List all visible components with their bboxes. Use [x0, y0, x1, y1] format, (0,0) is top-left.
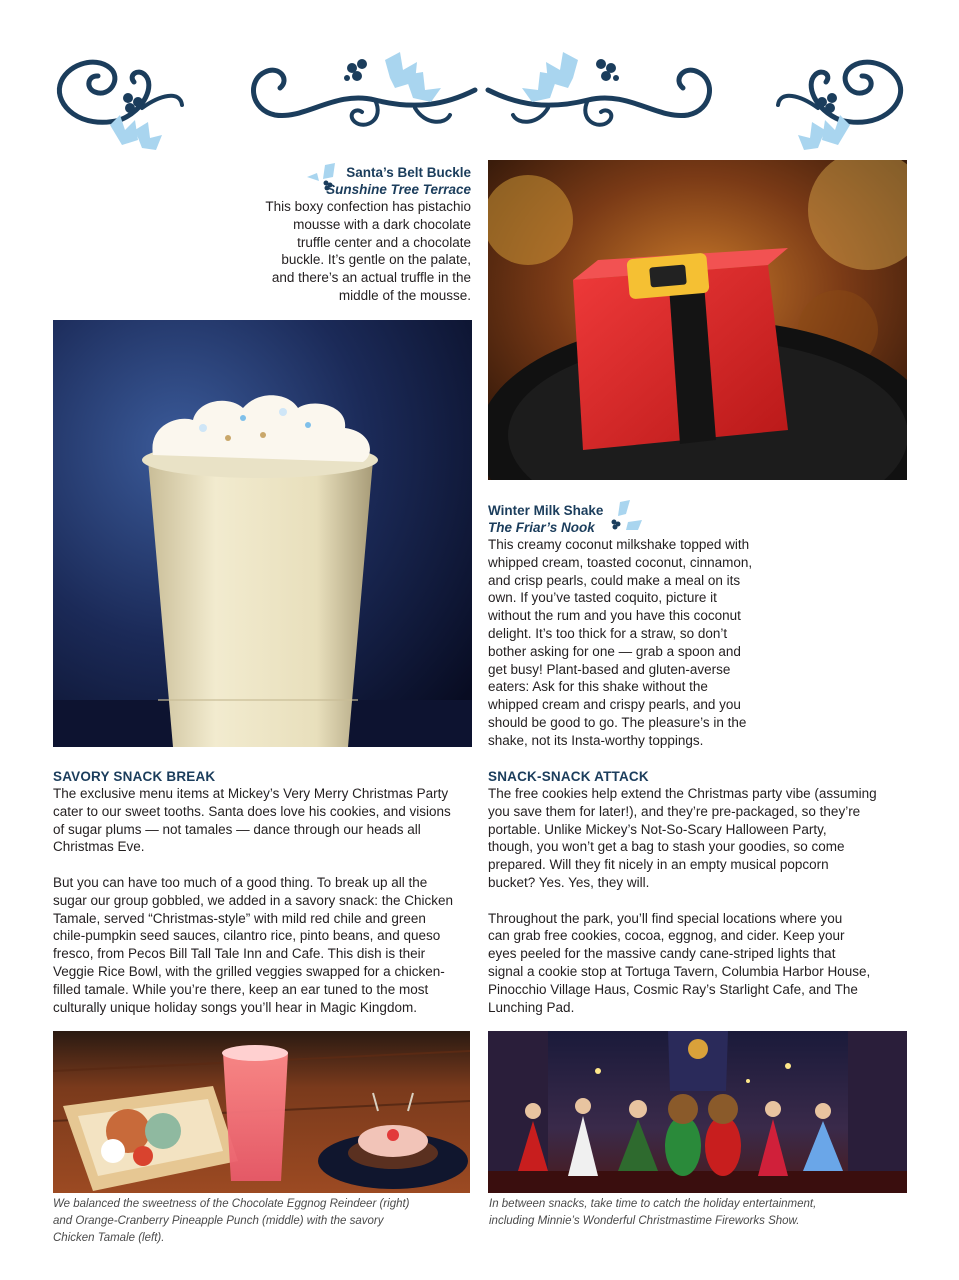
milk-shake-title: Winter Milk Shake [488, 503, 604, 518]
belt-buckle-venue: Sunshine Tree Terrace [326, 182, 471, 197]
left-photo-caption: We balanced the sweetness of the Chocolate Eggnog Reindeer (right) and Orange-Cranberry Pineapple Punch (middle) with the savory Chicken Tamale (left). [53, 1198, 410, 1244]
belt-buckle-block [236, 164, 471, 305]
savory-snack-section [53, 768, 483, 1016]
holly-swirl-center-left-icon [245, 50, 480, 140]
holiday-stage-show-photo [488, 1031, 907, 1193]
belt-buckle-description: This boxy confection has pistachio mousse with a dark chocolate truffle center and a chocolate buckle. It’s gentle on the palate, and there’s an actual truffle in the middle of the mousse. [265, 199, 471, 303]
savory-heading: SAVORY SNACK BREAK [53, 769, 216, 784]
snack-attack-section [488, 768, 918, 1016]
savory-paragraph-2: But you can have too much of a good thing. To break up all the sugar our group gobbled, we added in a savory snack: the Chicken Tamale, served “Christmas-style” with mild red chile and green chile-pumpkin seed sauces, cilantro rice, pinto beans, and queso fresco, from Pecos Bill Tall Tale Inn and Cafe. This dish is their Veggie Rice Bowl, with the grilled veggies swapped for a chicken- filled tamale. While you’re there, keep an ear tuned to the most culturally unique holiday songs you’ll hear in Magic Kingdom. [53, 874, 453, 1015]
milk-shake-block [488, 502, 788, 750]
tamale-punch-reindeer-photo [53, 1031, 470, 1193]
holly-swirl-right-icon [770, 50, 910, 155]
right-photo-caption: In between snacks, take time to catch the holiday entertainment, including Minnie’s Wonderful Christmastime Fireworks Show. [489, 1198, 817, 1227]
snack-attack-paragraph-2: Throughout the park, you’ll find special locations where you can grab free cookies, cocoa, eggnog, and cider. Keep your eyes peeled for the massive candy cane-striped lights that signal a cookie stop at Tortuga Tavern, Columbia Harbor House, Pinocchio Village Haus, Cosmic Ray’s Starlight Cafe, and The Lunching Pad. [488, 910, 871, 1015]
milk-shake-description: This creamy coconut milkshake topped with whipped cream, toasted coconut, cinnamon, and crisp pearls, could make a meal on its own. If you’ve tasted coquito, picture it without the rum and you have this coconut delight. It’s too thick for a straw, so don’t bother asking for one — grab a spoon and get busy! Plant-based and gluten-averse eaters: Ask for this shake without the whipped cream and crispy pearls, and you should be good to go. The pleasure’s in the shake, not its Insta-worthy toppings. [488, 537, 753, 748]
winter-milk-shake-photo [53, 320, 472, 747]
holly-swirl-left-icon [50, 50, 190, 155]
belt-buckle-title: Santa’s Belt Buckle [346, 165, 471, 180]
snack-attack-paragraph-1: The free cookies help extend the Christmas party vibe (assuming you save them for later!), and they’re pre-packaged, so they’re portable. Unlike Mickey’s Not-So-Scary Halloween Party, though, you won’t get a bag to stash your goodies, so come prepared. Will they fit nicely in an empty musical popcorn bucket? Yes. Yes, they will. [488, 786, 877, 890]
savory-paragraph-1: The exclusive menu items at Mickey’s Very Merry Christmas Party cater to our sweet tooths. Santa does love his cookies, and visions of sugar plums — not tamales — dance through our heads all Christmas Eve. [53, 786, 451, 855]
snack-attack-heading: SNACK-SNACK ATTACK [488, 769, 649, 784]
belt-buckle-dessert-photo [488, 160, 907, 480]
milk-shake-venue: The Friar’s Nook [488, 520, 595, 535]
holly-sprig-icon [606, 500, 644, 534]
holly-swirl-center-right-icon [483, 50, 718, 140]
